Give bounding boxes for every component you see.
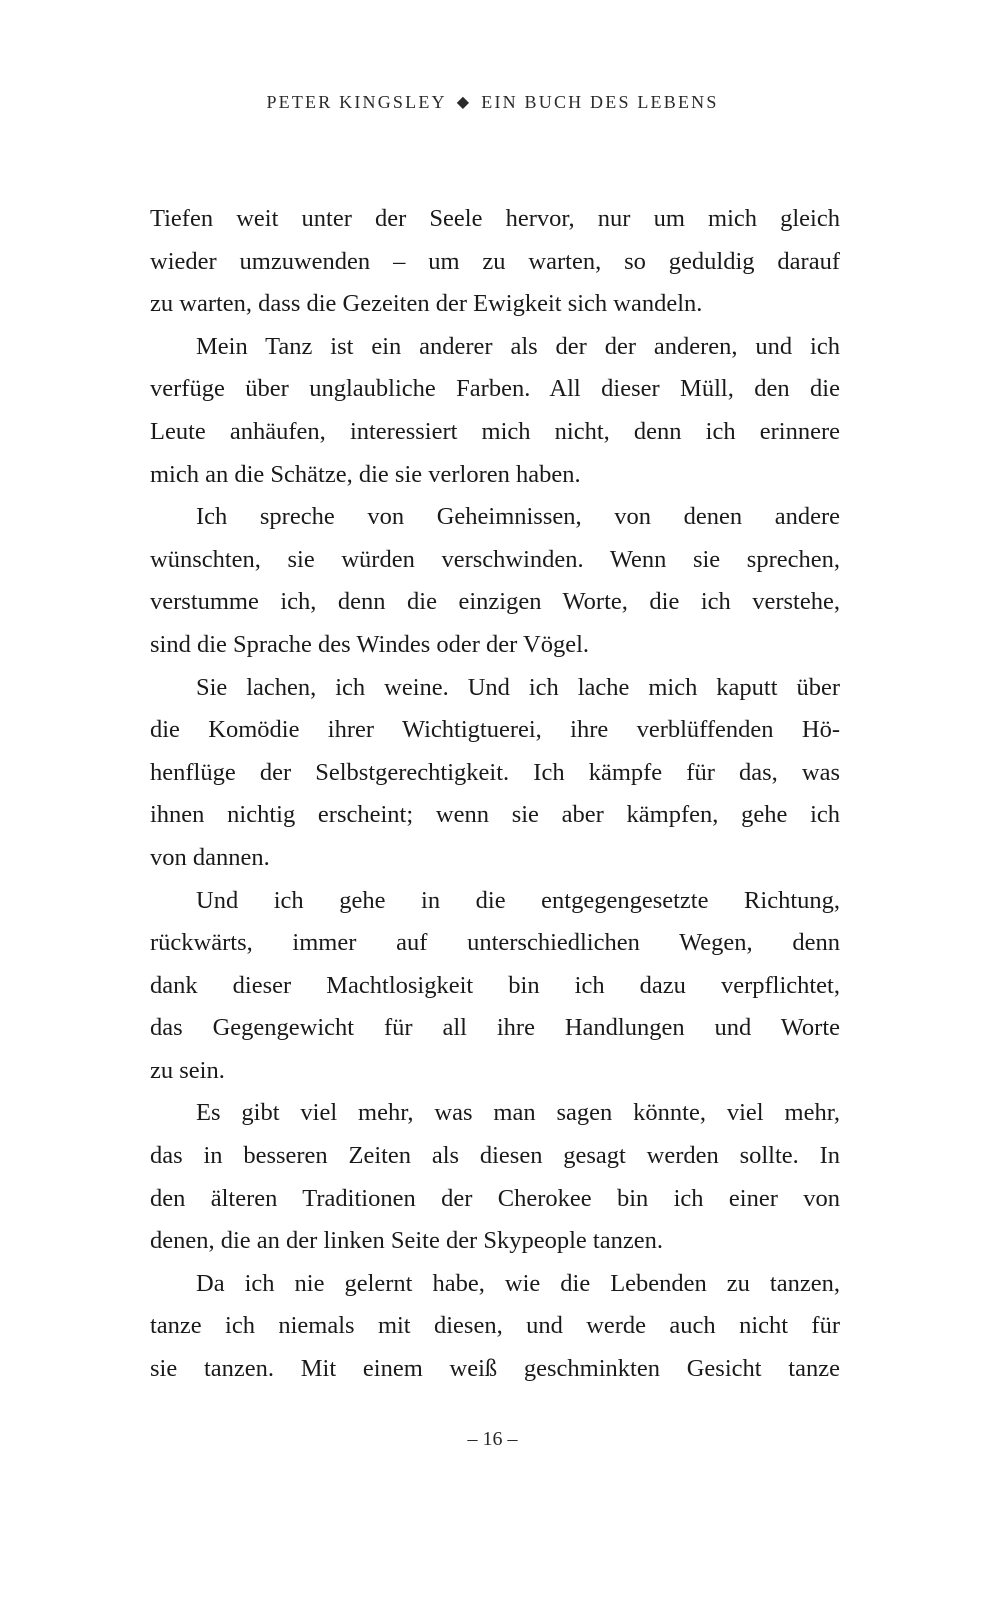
text-line: die Komödie ihrer Wichtigtuerei, ihre verblüffenden Hö- <box>150 716 840 744</box>
text-line: Sie lachen, ich weine. Und ich lache mich kaputt über <box>196 673 840 701</box>
text-line: Mein Tanz ist ein anderer als der der anderen, und ich <box>196 332 840 360</box>
text-line: zu sein. <box>150 1056 225 1084</box>
text-line: Da ich nie gelernt habe, wie die Lebenden zu tanzen, <box>196 1269 840 1297</box>
text-line: verstumme ich, denn die einzigen Worte, die ich verstehe, <box>150 588 840 616</box>
text-line: sind die Sprache des Windes oder der Vögel. <box>150 630 590 658</box>
text-line: wieder umzuwenden – um zu warten, so geduldig darauf <box>150 247 840 275</box>
text-line: Und ich gehe in die entgegengesetzte Richtung, <box>196 886 840 914</box>
text-line: sie tanzen. Mit einem weiß geschminkten Gesicht tanze <box>150 1355 840 1383</box>
page-number: – 16 – <box>467 1428 518 1450</box>
text-line: verfüge über unglaubliche Farben. All dieser Müll, den die <box>150 375 840 403</box>
text-line: Ich spreche von Geheimnissen, von denen andere <box>196 503 840 531</box>
header-book-title: EIN BUCH DES LEBENS <box>481 92 719 112</box>
diamond-separator-icon: ◆ <box>456 94 472 111</box>
text-line: tanze ich niemals mit diesen, und werde auch nicht für <box>150 1312 840 1340</box>
text-line: dank dieser Machtlosigkeit bin ich dazu verpflichtet, <box>150 971 840 999</box>
text-line: das Gegengewicht für all ihre Handlungen und Worte <box>150 1014 840 1042</box>
text-line: wünschten, sie würden verschwinden. Wenn sie sprechen, <box>150 545 840 573</box>
text-line: das in besseren Zeiten als diesen gesagt werden sollte. In <box>150 1142 840 1170</box>
text-line: henflüge der Selbstgerechtigkeit. Ich kämpfe für das, was <box>150 758 840 786</box>
text-line: Leute anhäufen, interessiert mich nicht, denn ich erinnere <box>150 417 840 445</box>
header-author: PETER KINGSLEY <box>266 92 447 112</box>
body-text <box>150 198 840 1391</box>
text-line: mich an die Schätze, die sie verloren haben. <box>150 460 581 488</box>
text-line: denen, die an der linken Seite der Skypeople tanzen. <box>150 1227 663 1255</box>
running-head <box>0 92 985 113</box>
text-line: ihnen nichtig erscheint; wenn sie aber kämpfen, gehe ich <box>150 801 840 829</box>
text-line: rückwärts, immer auf unterschiedlichen Wegen, denn <box>150 929 840 957</box>
text-line: von dannen. <box>150 843 270 871</box>
text-line: Es gibt viel mehr, was man sagen könnte, viel mehr, <box>196 1099 840 1127</box>
text-line: Tiefen weit unter der Seele hervor, nur um mich gleich <box>150 205 840 232</box>
text-line: zu warten, dass die Gezeiten der Ewigkeit sich wandeln. <box>150 290 703 318</box>
text-line: den älteren Traditionen der Cherokee bin ich einer von <box>150 1184 840 1212</box>
